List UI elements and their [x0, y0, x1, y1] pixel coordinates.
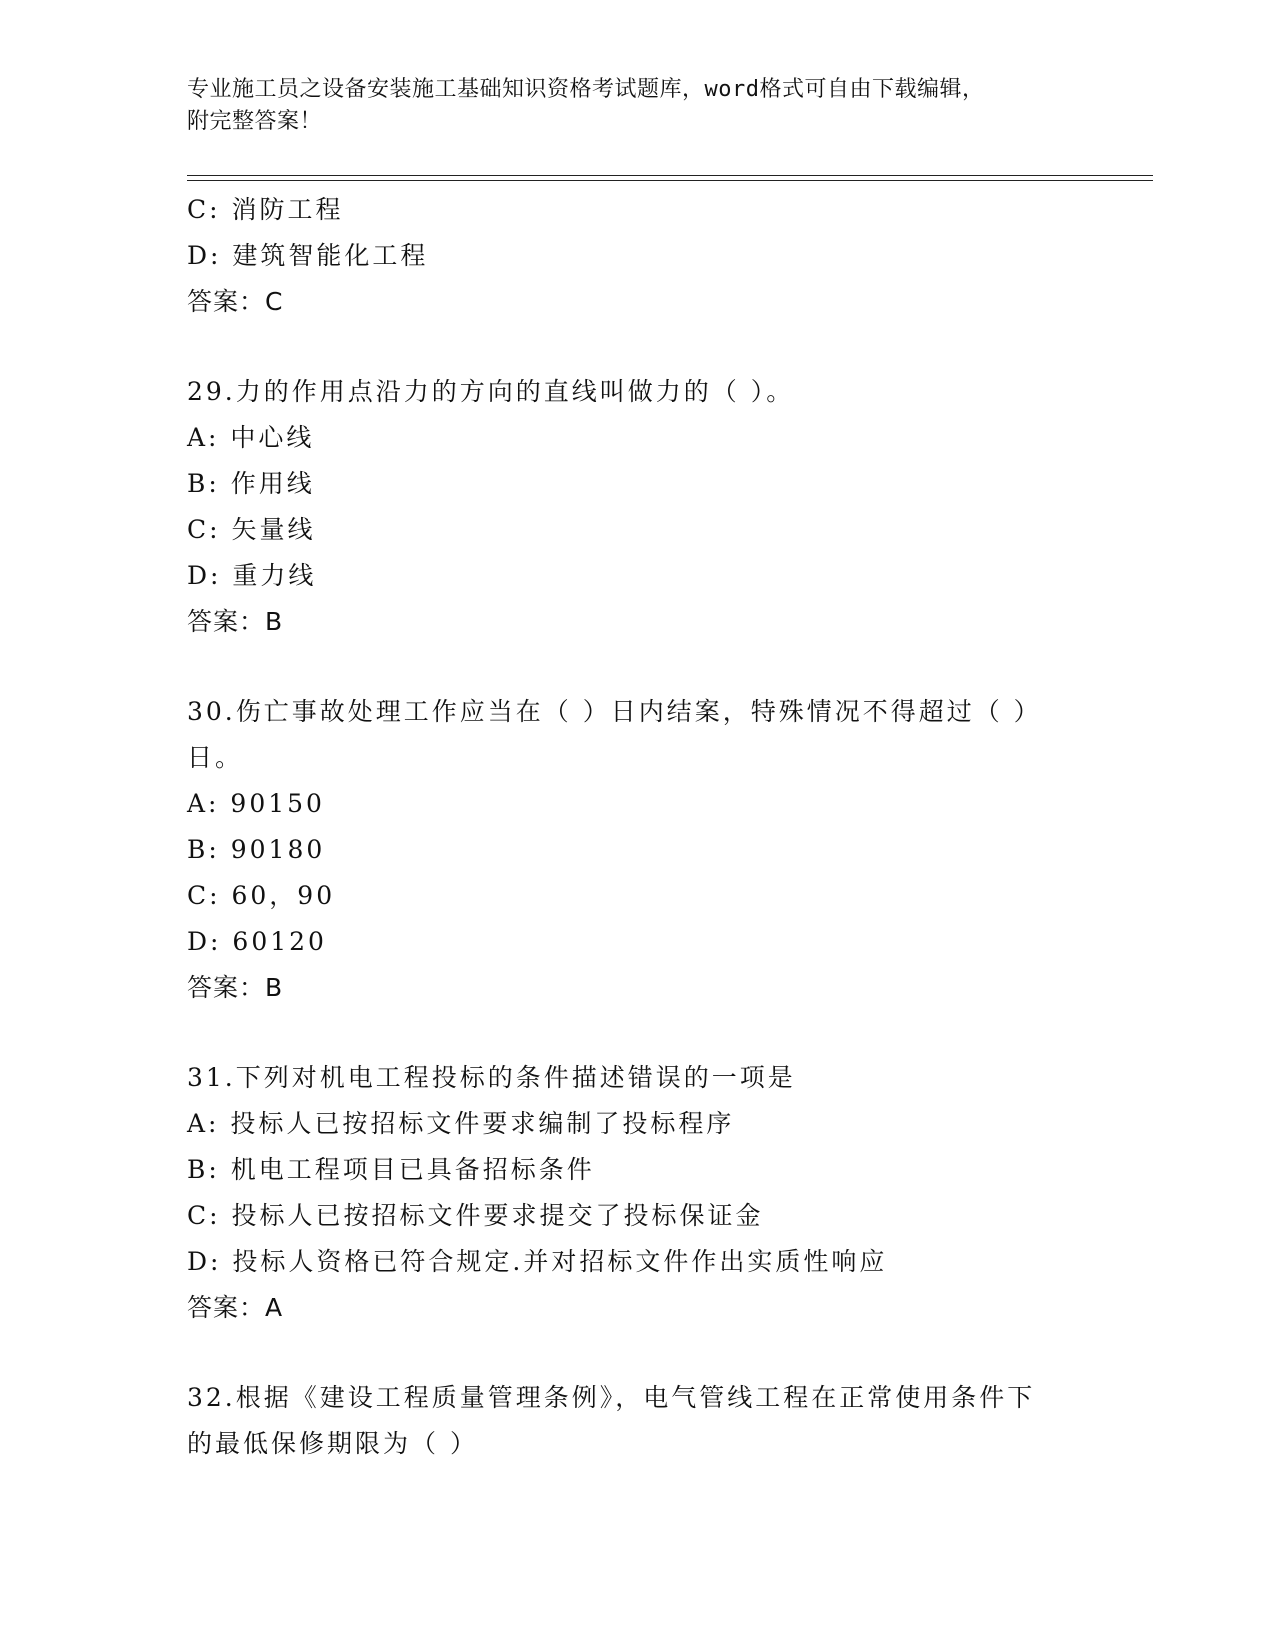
question-stem: 30.伤亡事故处理工作应当在（ ）日内结案，特殊情况不得超过（ ） [187, 697, 1042, 726]
previous-question-tail [187, 187, 1087, 325]
option-d: D: 建筑智能化工程 [187, 241, 429, 270]
option-c: C: 消防工程 [187, 195, 344, 224]
option-c: C: 矢量线 [187, 515, 316, 544]
document-header [187, 74, 1087, 138]
question-stem: 29.力的作用点沿力的方向的直线叫做力的（ ）。 [187, 377, 795, 406]
question-list [187, 187, 1087, 1467]
question-32 [187, 1375, 1087, 1467]
option-a: A: 投标人已按招标文件要求编制了投标程序 [187, 1109, 735, 1138]
header-line-2: 附完整答案！ [187, 109, 323, 134]
question-30 [187, 689, 1087, 1011]
question-29 [187, 369, 1087, 645]
question-31 [187, 1055, 1087, 1331]
header-divider-top [187, 175, 1153, 176]
option-c: C: 60，90 [187, 881, 336, 910]
option-b: B: 机电工程项目已具备招标条件 [187, 1155, 595, 1184]
option-a: A: 中心线 [187, 423, 315, 452]
question-stem-continued: 的最低保修期限为（ ） [187, 1429, 478, 1458]
option-b: B: 作用线 [187, 469, 315, 498]
answer-line: 答案：C [187, 287, 284, 316]
header-line-1: 专业施工员之设备安装施工基础知识资格考试题库，word格式可自由下载编辑， [187, 77, 985, 102]
answer-line: 答案：B [187, 973, 284, 1002]
option-d: D: 重力线 [187, 561, 317, 590]
option-b: B: 90180 [187, 835, 326, 864]
option-c: C: 投标人已按招标文件要求提交了投标保证金 [187, 1201, 764, 1230]
header-divider-bottom [187, 180, 1153, 181]
question-stem-continued: 日。 [187, 743, 244, 772]
question-stem: 32.根据《建设工程质量管理条例》，电气管线工程在正常使用条件下 [187, 1383, 1036, 1412]
option-d: D: 60120 [187, 927, 327, 956]
answer-line: 答案：A [187, 1293, 284, 1322]
answer-line: 答案：B [187, 607, 284, 636]
option-a: A: 90150 [187, 789, 325, 818]
question-stem: 31.下列对机电工程投标的条件描述错误的一项是 [187, 1063, 796, 1092]
option-d: D: 投标人资格已符合规定.并对招标文件作出实质性响应 [187, 1247, 888, 1276]
